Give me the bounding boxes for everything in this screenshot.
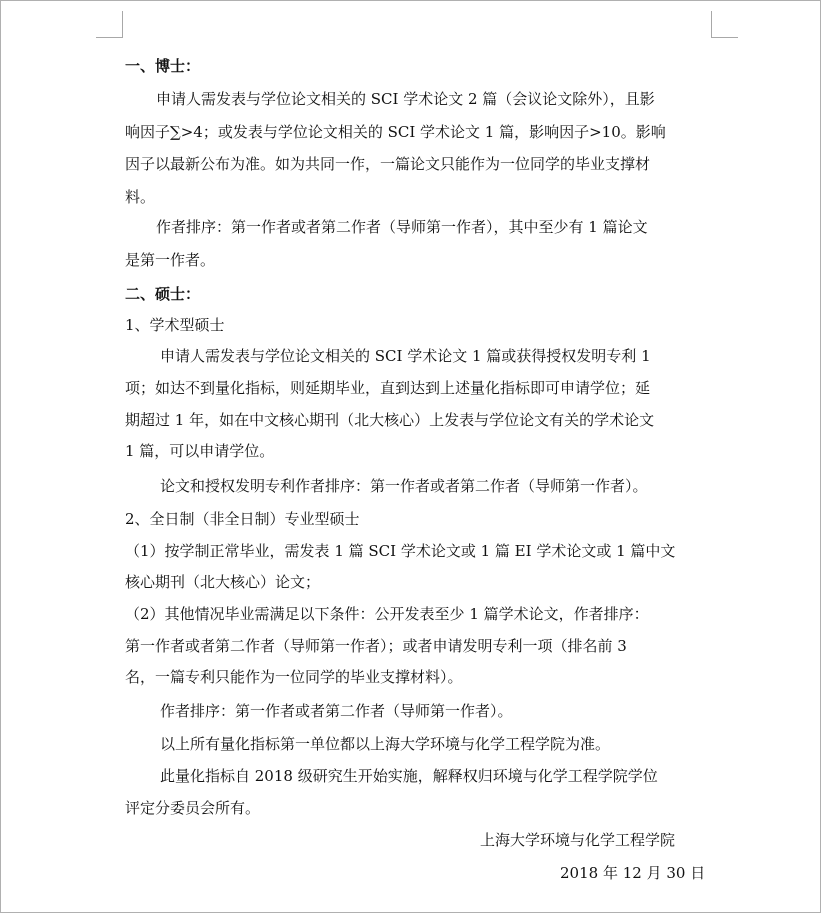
- signature-institution: 上海大学环境与化学工程学院: [480, 831, 676, 849]
- paragraph-line: 第一作者或者第二作者（导师第一作者）；或者申请发明专利一项（排名前 3: [125, 637, 627, 655]
- paragraph-line: 是第一作者。: [125, 251, 216, 269]
- signature-date: 2018 年 12 月 30 日: [560, 864, 706, 882]
- paragraph-line: （1）按学制正常毕业，需发表 1 篇 SCI 学术论文或 1 篇 EI 学术论文或 1 篇中文: [125, 542, 676, 560]
- paragraph-line: 期超过 1 年，如在中文核心期刊（北大核心）上发表与学位论文有关的学术论文: [125, 411, 655, 429]
- subsection-heading: 2、全日制（非全日制）专业型硕士: [125, 510, 360, 528]
- subsection-heading: 1、学术型硕士: [125, 316, 225, 334]
- crop-mark-top-right: [711, 11, 738, 38]
- paragraph-line: 此量化指标自 2018 级研究生开始实施，解释权归环境与化学工程学院学位: [160, 767, 658, 785]
- paragraph-line: 申请人需发表与学位论文相关的 SCI 学术论文 1 篇或获得授权发明专利 1: [160, 347, 651, 365]
- paragraph-line: 评定分委员会所有。: [125, 799, 261, 817]
- paragraph-line: 1 篇，可以申请学位。: [125, 442, 275, 460]
- paragraph-line: 名，一篇专利只能作为一位同学的毕业支撑材料）。: [125, 668, 463, 686]
- crop-mark-top-left: [96, 11, 123, 38]
- paragraph-line: 申请人需发表与学位论文相关的 SCI 学术论文 2 篇（会议论文除外），且影: [156, 90, 655, 108]
- paragraph-line: 响因子∑>4；或发表与学位论文相关的 SCI 学术论文 1 篇，影响因子>10。影响: [125, 123, 666, 141]
- paragraph-line: 论文和授权发明专利作者排序：第一作者或者第二作者（导师第一作者）。: [160, 477, 648, 495]
- paragraph-line: 因子以最新公布为准。如为共同一作，一篇论文只能作为一位同学的毕业支撑材: [125, 155, 651, 173]
- paragraph-line: 项；如达不到量化指标，则延期毕业，直到达到上述量化指标即可申请学位；延: [125, 379, 651, 397]
- paragraph-line: 作者排序：第一作者或者第二作者（导师第一作者），其中至少有 1 篇论文: [156, 218, 648, 236]
- section-heading-masters: 二、硕士：: [125, 285, 201, 303]
- paragraph-line: 以上所有量化指标第一单位都以上海大学环境与化学工程学院为准。: [160, 735, 611, 753]
- paragraph-line: 核心期刊（北大核心）论文；: [125, 573, 321, 591]
- section-heading-phd: 一、博士：: [125, 57, 201, 75]
- paragraph-line: （2）其他情况毕业需满足以下条件：公开发表至少 1 篇学术论文，作者排序：: [125, 605, 649, 623]
- paragraph-line: 作者排序：第一作者或者第二作者（导师第一作者）。: [160, 702, 513, 720]
- paragraph-line: 料。: [125, 188, 156, 206]
